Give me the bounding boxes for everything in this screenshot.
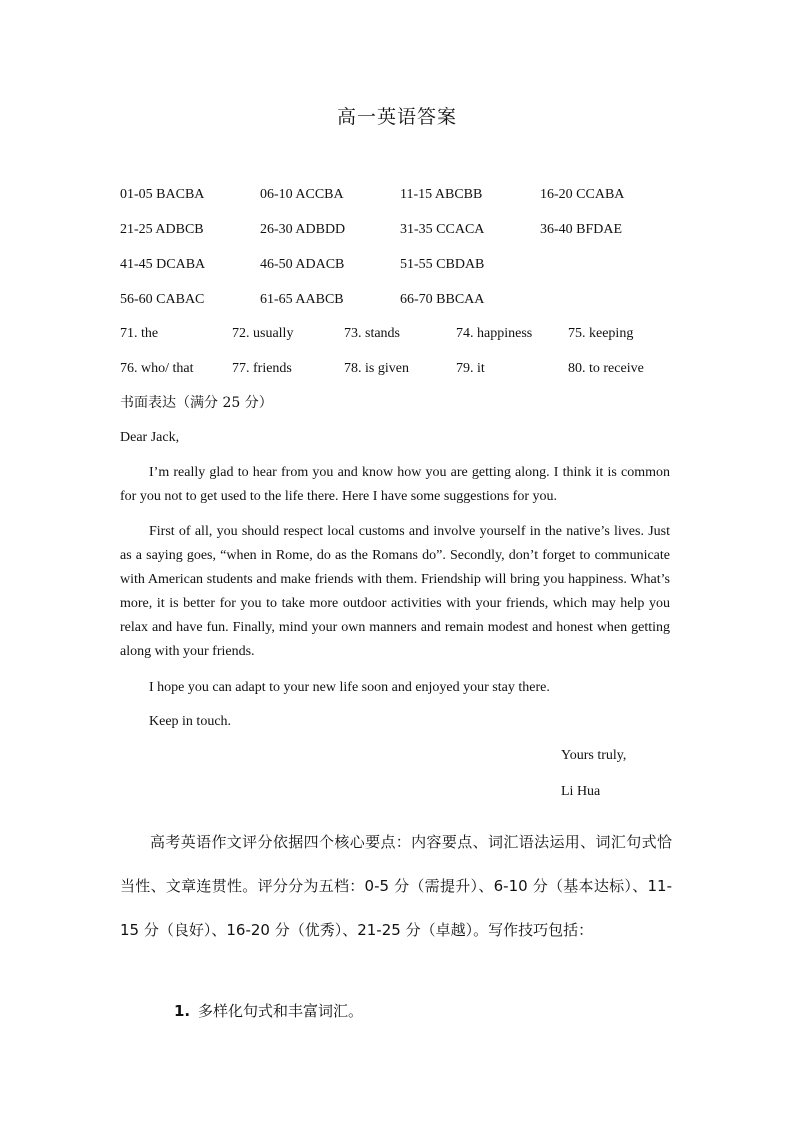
scoring-note: 高考英语作文评分依据四个核心要点：内容要点、词汇语法运用、词汇句式恰当性、文章连贯性。评分分为五档：0-5 分（需提升）、6-10 分（基本达标）、11-15 分（良好）、16-20 分（优秀）、21-25 分（卓越）。写作技巧包括： [120, 833, 672, 939]
page-title: 高一英语答案 [336, 106, 457, 128]
letter-paragraph: Keep in touch. [149, 714, 232, 729]
tip-text: 多样化句式和丰富词汇。 [198, 1002, 364, 1020]
answer-group: 41-45 DCABA [120, 257, 206, 272]
answer-group: 61-65 AABCB [260, 292, 344, 307]
letter-paragraph: I’m really glad to hear from you and know how you are getting along. I think it is common for you not to get used to the life there. Here I have some suggestions for you. [120, 465, 670, 504]
answer-group: 21-25 ADBCB [120, 222, 204, 237]
answer-group: 46-50 ADACB [260, 257, 345, 272]
letter-paragraph: I hope you can adapt to your new life soon and enjoyed your stay there. [149, 680, 550, 695]
fill-answer: 80. to receive [568, 361, 644, 376]
answer-group: 36-40 BFDAE [540, 222, 623, 237]
fill-answer: 75. keeping [568, 326, 634, 341]
answer-group: 16-20 CCABA [540, 187, 625, 202]
answer-group: 31-35 CCACA [400, 222, 485, 237]
fill-answer: 72. usually [232, 326, 294, 341]
letter-closing: Yours truly, [561, 748, 627, 763]
fill-answer: 73. stands [344, 326, 400, 341]
fill-answer: 79. it [456, 361, 485, 376]
fill-answer: 76. who/ that [120, 361, 194, 376]
answer-group: 56-60 CABAC [120, 292, 205, 307]
answer-group: 26-30 ADBDD [260, 222, 346, 237]
letter-paragraph: First of all, you should respect local customs and involve yourself in the native’s lives. Just as a saying goes, “when in Rome, do as the Romans do”. Secondly, don’t forget to communicate with American students and make friends with them. Friendship will bring you happiness. What’s more, it is better for you to take more outdoor activities with your friends, which may help you relax and have fun. Finally, mind your own manners and remain modest and honest when getting along with your friends. [120, 524, 670, 659]
answer-group: 06-10 ACCBA [260, 187, 344, 202]
answer-group: 11-15 ABCBB [400, 187, 483, 202]
answer-group: 66-70 BBCAA [400, 292, 485, 307]
writing-section-title: 书面表达（满分 25 分） [120, 395, 273, 411]
fill-answer: 74. happiness [456, 326, 533, 341]
answer-group: 01-05 BACBA [120, 187, 205, 202]
fill-answer: 78. is given [344, 361, 409, 376]
fill-answer: 77. friends [232, 361, 292, 376]
fill-answer: 71. the [120, 326, 159, 341]
letter-signature: Li Hua [561, 784, 601, 799]
answer-group: 51-55 CBDAB [400, 257, 485, 272]
letter-salutation: Dear Jack, [120, 430, 180, 445]
tip-number: 1. [174, 1002, 191, 1020]
tip-list-item [174, 1000, 363, 1021]
